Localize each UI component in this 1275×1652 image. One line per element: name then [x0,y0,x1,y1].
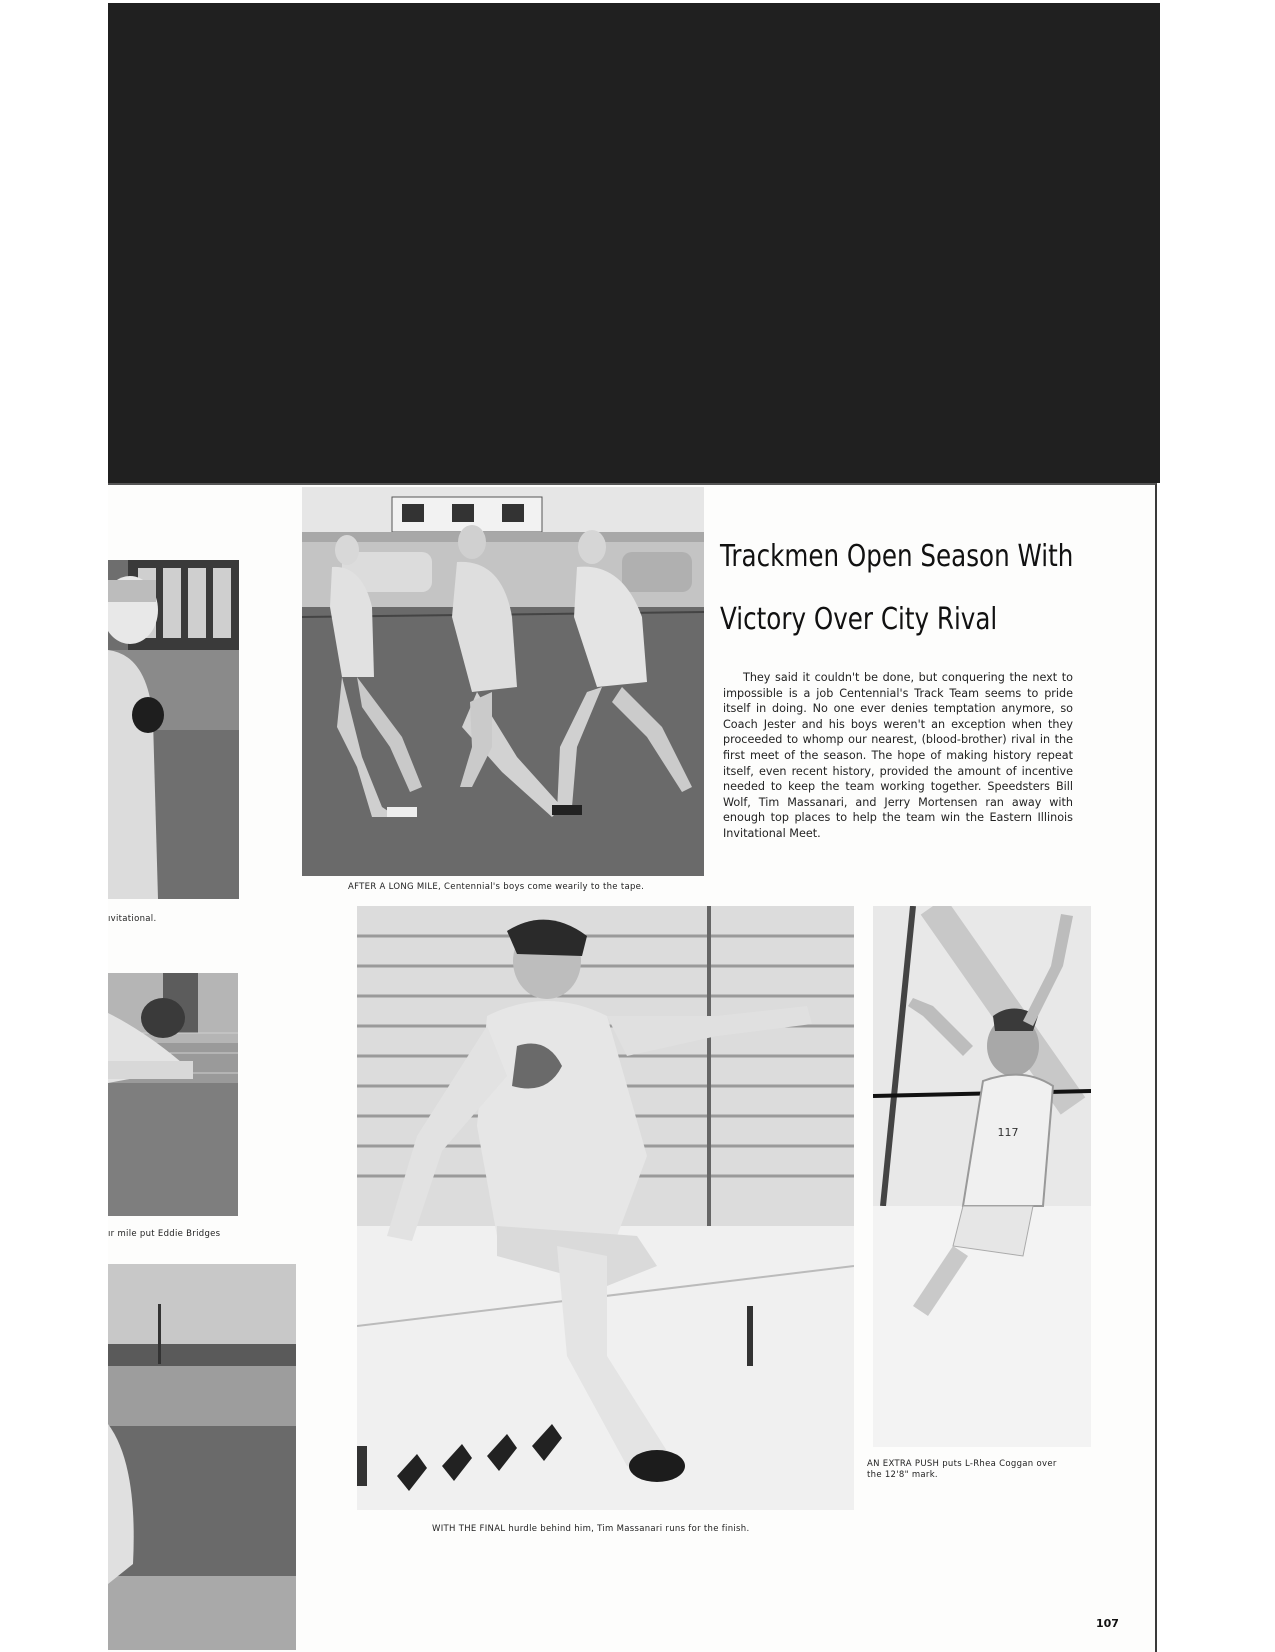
headline-line-1: Trackmen Open Season With [720,539,1074,574]
runners-caption: AFTER A LONG MILE, Centennial's boys come wearily to the tape. [348,882,645,892]
article-headline [720,525,1074,651]
pole-vaulter-photo [873,906,1091,1447]
track-field-photo [108,1264,296,1650]
vault-caption-line-1: AN EXTRA PUSH puts L-Rhea Coggan over [867,1459,1057,1469]
page-number: 107 [1096,1617,1119,1630]
runner-in-knit-cap-photo [108,560,239,899]
runner-by-fence-photo [108,973,238,1216]
article-body: They said it couldn't be done, but conquering the next to impossible is a job Centennial's Track Team seems to pride itself in doing. No one ever denies temptation anymore, so Coach Jester and his boys weren't an exception when they proceeded to whomp our nearest, (blood-brother) rival in the first meet of the season. The hope of making history repeat itself, even recent history, provided the amount of incentive needed to keep the team working together. Speedsters Bill Wolf, Tim Massanari, and Jerry Mortensen ran away with enough top places to help the team win the Eastern Illinois Invitational Meet. [723,671,1073,840]
left-caption-fragment-2: ır mile put Eddie Bridges [108,1229,221,1239]
svg-text:117: 117 [997,1126,1019,1139]
three-runners-photo [302,487,704,876]
headline-line-2: Victory Over City Rival [720,602,998,637]
hurdler-photo [357,906,854,1510]
hurdle-caption: WITH THE FINAL hurdle behind him, Tim Massanari runs for the finish. [432,1524,750,1534]
vault-caption-line-2: the 12'8" mark. [867,1470,938,1480]
scanner-lid-shadow [108,3,1160,483]
left-caption-fragment-1: ıvitational. [108,914,157,924]
